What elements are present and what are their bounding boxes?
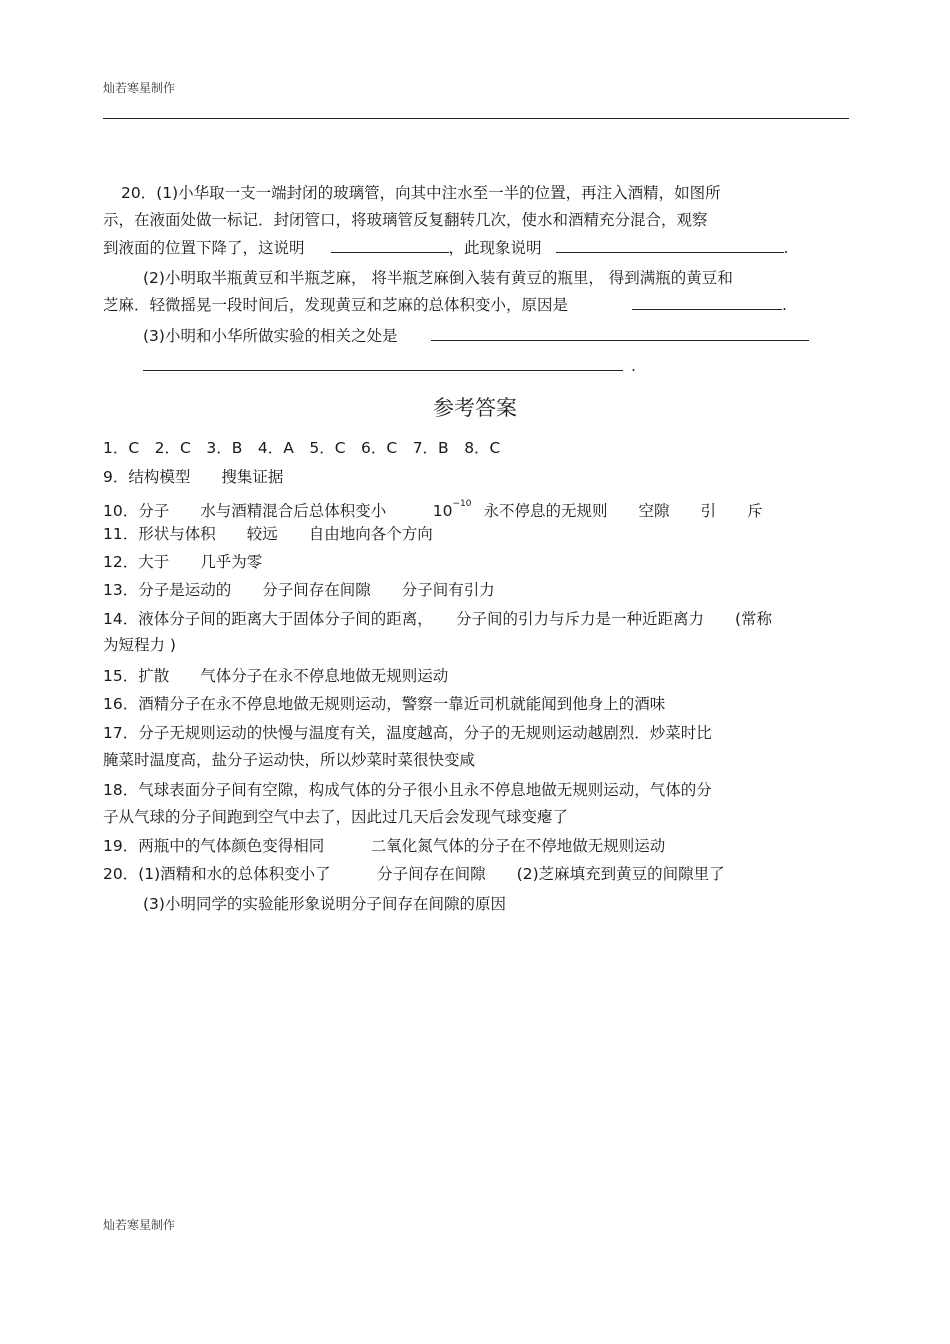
answer-10-exponent: −10 xyxy=(452,499,472,509)
answer-blank xyxy=(556,238,784,253)
answers-title: 参考答案 xyxy=(433,396,517,420)
footer-author: 灿若寒星制作 xyxy=(103,1218,176,1232)
answer-15: 15．扩散 气体分子在永不停息地做无规则运动 xyxy=(103,667,449,685)
answer-14-line-2: 为短程力 ) xyxy=(103,636,176,654)
q20-line-6-text: (3)小明和小华所做实验的相关之处是 xyxy=(143,327,398,345)
q20-line-5-text: 芝麻．轻微摇晃一段时间后，发现黄豆和芝麻的总体积变小，原因是 xyxy=(103,296,569,314)
answer-20-line-2: (3)小明同学的实验能形象说明分子间存在间隙的原因 xyxy=(143,895,506,913)
q20-line-2: 示，在液面处做一标记．封闭管口，将玻璃管反复翻转几次，使水和酒精充分混合，观察 xyxy=(103,211,708,229)
answer-blank xyxy=(143,356,623,371)
q20-line-3-text-b: ，此现象说明 xyxy=(448,239,542,257)
answer-17-line-1: 17．分子无规则运动的快慢与温度有关，温度越高，分子的无规则运动越剧烈．炒菜时比 xyxy=(103,724,712,742)
answer-blank xyxy=(431,326,809,341)
answer-10-text-b: 永不停息的无规则 空隙 引 斥 xyxy=(483,502,763,520)
answer-blank xyxy=(632,295,782,310)
answer-16: 16．酒精分子在永不停息地做无规则运动，警察一靠近司机就能闻到他身上的酒味 xyxy=(103,695,666,713)
answer-18-line-1: 18．气球表面分子间有空隙，构成气体的分子很小且永不停息地做无规则运动，气体的分 xyxy=(103,781,712,799)
answer-12: 12．大于 几乎为零 xyxy=(103,553,263,571)
q20-line-6 xyxy=(143,326,809,346)
q20-line-5-end: . xyxy=(782,296,787,314)
answer-10-text-a: 10．分子 水与酒精混合后总体积变小 10 xyxy=(103,502,453,520)
q20-line-1: 20．(1)小华取一支一端封闭的玻璃管，向其中注水至一半的位置，再注入酒精，如图所 xyxy=(121,184,721,202)
header-author: 灿若寒星制作 xyxy=(103,81,176,95)
answer-13: 13．分子是运动的 分子间存在间隙 分子间有引力 xyxy=(103,581,495,599)
answer-9: 9．结构模型 搜集证据 xyxy=(103,468,284,486)
q20-line-5 xyxy=(103,295,787,315)
answer-19: 19．两瓶中的气体颜色变得相同 二氧化氮气体的分子在不停地做无规则运动 xyxy=(103,837,666,855)
answer-18-line-2: 子从气球的分子间跑到空气中去了，因此过几天后会发现气球变瘪了 xyxy=(103,808,569,826)
answer-20-line-1: 20．(1)酒精和水的总体积变小了 分子间存在间隙 (2)芝麻填充到黄豆的间隙里了 xyxy=(103,865,725,883)
answer-11: 11．形状与体积 较远 自由地向各个方向 xyxy=(103,525,433,543)
answer-14-line-1: 14．液体分子间的距离大于固体分子间的距离， 分子间的引力与斥力是一种近距离力 (常称 xyxy=(103,610,773,628)
answer-17-line-2: 腌菜时温度高，盐分子运动快，所以炒菜时菜很快变咸 xyxy=(103,751,476,769)
answer-blank xyxy=(331,238,449,253)
q20-line-7-end: . xyxy=(631,357,636,375)
q20-line-3 xyxy=(103,238,788,258)
header-rule xyxy=(103,118,849,119)
q20-line-4: (2)小明取半瓶黄豆和半瓶芝麻， 将半瓶芝麻倒入装有黄豆的瓶里， 得到满瓶的黄豆和 xyxy=(143,269,733,287)
answer-10 xyxy=(103,494,762,521)
q20-line-7 xyxy=(143,356,636,376)
q20-line-3-text-a: 到液面的位置下降了，这说明 xyxy=(103,239,305,257)
answer-1-8: 1．C 2．C 3．B 4．A 5．C 6．C 7．B 8．C xyxy=(103,439,501,457)
q20-line-3-end: . xyxy=(783,239,789,257)
